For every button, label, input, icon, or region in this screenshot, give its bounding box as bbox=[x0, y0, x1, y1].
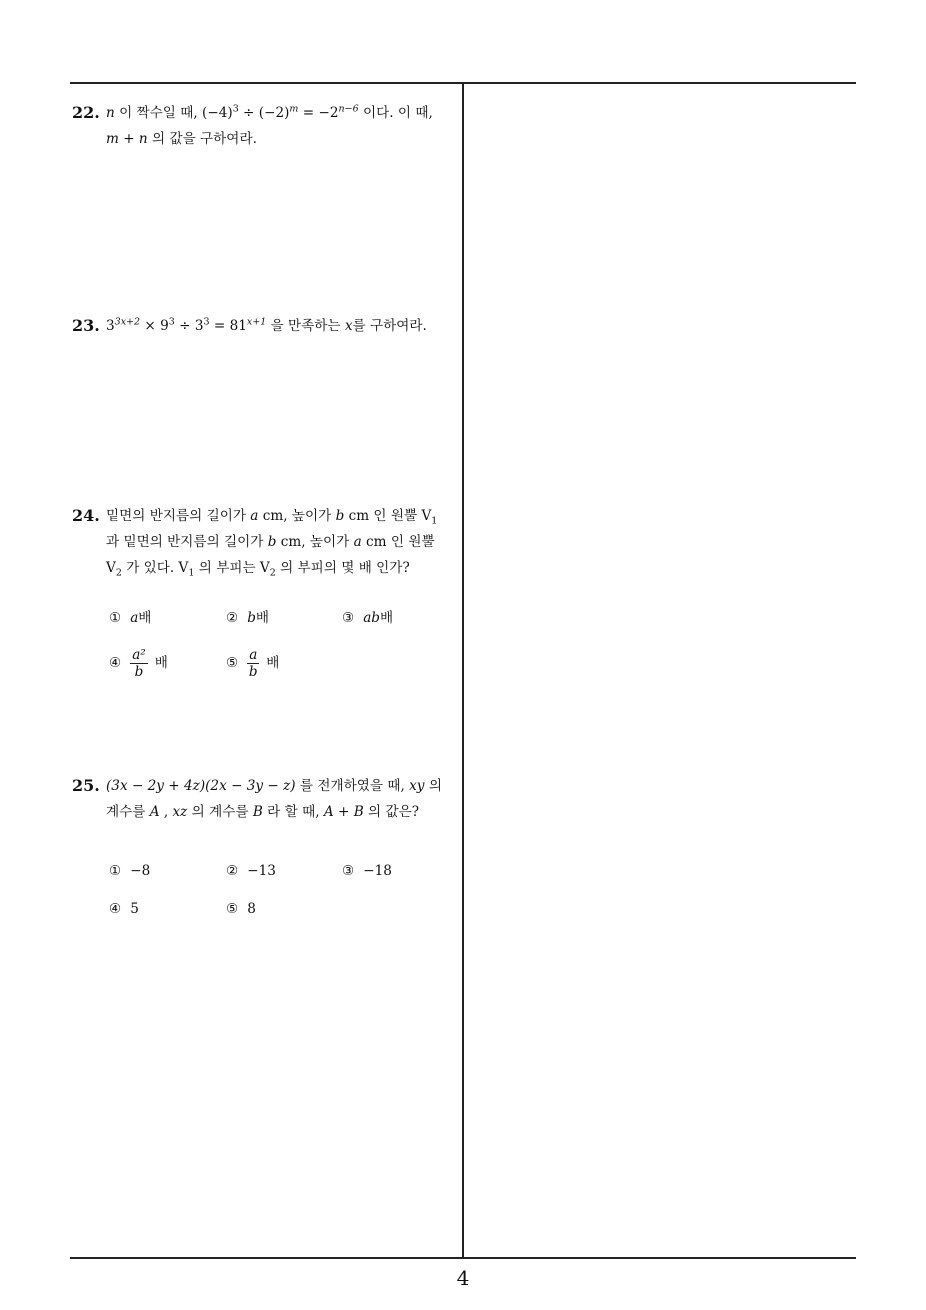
exponent: x+1 bbox=[246, 316, 267, 328]
question-number: 23. bbox=[72, 316, 100, 335]
math: 3 bbox=[106, 318, 115, 334]
text: 의 부피의 몇 배 인가? bbox=[275, 560, 410, 576]
text: 과 밑면의 반지름의 길이가 bbox=[106, 534, 268, 550]
math: (−4) bbox=[202, 105, 233, 121]
question-25 bbox=[72, 773, 457, 934]
text: 의 값은? bbox=[363, 804, 420, 820]
bottom-rule bbox=[70, 1257, 856, 1259]
question-text bbox=[106, 313, 457, 339]
choice-3[interactable]: ③ −18 bbox=[342, 863, 392, 879]
text: 이다. 이 때, bbox=[358, 105, 433, 121]
math: m + n bbox=[106, 131, 148, 147]
text: 를 구하여라. bbox=[352, 318, 427, 334]
subscript: 2 bbox=[115, 567, 122, 579]
text: 계수를 bbox=[106, 804, 150, 820]
text: 가 있다. V bbox=[121, 560, 189, 576]
fraction: $\frac{\text{a²}}{b}$ bbox=[132, 646, 146, 680]
question-text bbox=[106, 773, 457, 825]
math: b bbox=[267, 534, 277, 550]
choice-row bbox=[109, 858, 457, 896]
choice-5[interactable]: ⑤ $\frac{a}{b}$ 배 bbox=[226, 646, 280, 680]
math: B bbox=[252, 804, 263, 820]
choice-2[interactable]: ② b 배 bbox=[226, 610, 270, 626]
question-text bbox=[106, 503, 457, 581]
question-22 bbox=[72, 100, 457, 152]
text: 를 전개하였을 때, bbox=[295, 778, 410, 794]
question-number: 24. bbox=[72, 506, 100, 525]
exponent: 3 bbox=[232, 103, 239, 115]
text: 이 짝수일 때, bbox=[114, 105, 203, 121]
exponent: 3 bbox=[168, 316, 175, 328]
text: 의 bbox=[424, 778, 442, 794]
text: 라 할 때, bbox=[262, 804, 324, 820]
text: 의 값을 구하여라. bbox=[147, 131, 257, 147]
question-23 bbox=[72, 313, 457, 339]
math: × 9 bbox=[140, 318, 169, 334]
choice-5[interactable]: ⑤ 8 bbox=[226, 901, 256, 917]
choice-row bbox=[109, 605, 457, 643]
subscript: 1 bbox=[188, 567, 195, 579]
subscript: 2 bbox=[269, 567, 276, 579]
choice-3[interactable]: ③ ab 배 bbox=[342, 610, 394, 626]
math: n bbox=[106, 105, 115, 121]
math: = 81 bbox=[209, 318, 247, 334]
question-24 bbox=[72, 503, 457, 683]
text: 의 부피는 V bbox=[194, 560, 270, 576]
answer-choices bbox=[109, 605, 457, 683]
fraction: $\frac{a}{b}$ bbox=[248, 646, 258, 680]
math: b bbox=[335, 508, 345, 524]
text: cm, 높이가 bbox=[258, 508, 336, 524]
question-number: 25. bbox=[72, 776, 100, 795]
text: V bbox=[106, 560, 116, 576]
column-divider bbox=[462, 83, 464, 1258]
exponent: n−6 bbox=[338, 103, 359, 115]
choice-2[interactable]: ② −13 bbox=[226, 863, 276, 879]
choice-4[interactable]: ④ $\frac{\text{a²}}{b}$ 배 bbox=[109, 646, 168, 680]
math: = −2 bbox=[298, 105, 339, 121]
question-text bbox=[106, 100, 457, 152]
question-number: 22. bbox=[72, 103, 100, 122]
math: (3x − 2y + 4z)(2x − 3y − z) bbox=[106, 778, 296, 794]
choice-4[interactable]: ④ 5 bbox=[109, 901, 139, 917]
answer-choices bbox=[109, 858, 457, 934]
text: cm, 높이가 bbox=[276, 534, 354, 550]
choice-row bbox=[109, 643, 457, 683]
math: ÷ 3 bbox=[174, 318, 204, 334]
math: a bbox=[353, 534, 362, 550]
math: ÷ (−2) bbox=[238, 105, 290, 121]
choice-row bbox=[109, 896, 457, 934]
math: xz bbox=[172, 804, 188, 820]
subscript: 1 bbox=[431, 515, 438, 527]
math: a bbox=[250, 508, 259, 524]
math: xy bbox=[409, 778, 425, 794]
page-number: 4 bbox=[456, 1266, 470, 1290]
math: x bbox=[344, 318, 353, 334]
text: 을 만족하는 bbox=[266, 318, 345, 334]
text: , bbox=[159, 804, 173, 820]
exponent: 3 bbox=[203, 316, 210, 328]
exponent: 3x+2 bbox=[114, 316, 141, 328]
text: 의 계수를 bbox=[187, 804, 253, 820]
exponent: m bbox=[289, 103, 299, 115]
text: 밑면의 반지름의 길이가 bbox=[106, 508, 251, 524]
math: A + B bbox=[323, 804, 364, 820]
text: cm 인 원뿔 bbox=[361, 534, 435, 550]
text: cm 인 원뿔 V bbox=[344, 508, 432, 524]
choice-1[interactable]: ① −8 bbox=[109, 863, 151, 879]
choice-1[interactable]: ① a 배 bbox=[109, 610, 152, 626]
math: A bbox=[149, 804, 160, 820]
